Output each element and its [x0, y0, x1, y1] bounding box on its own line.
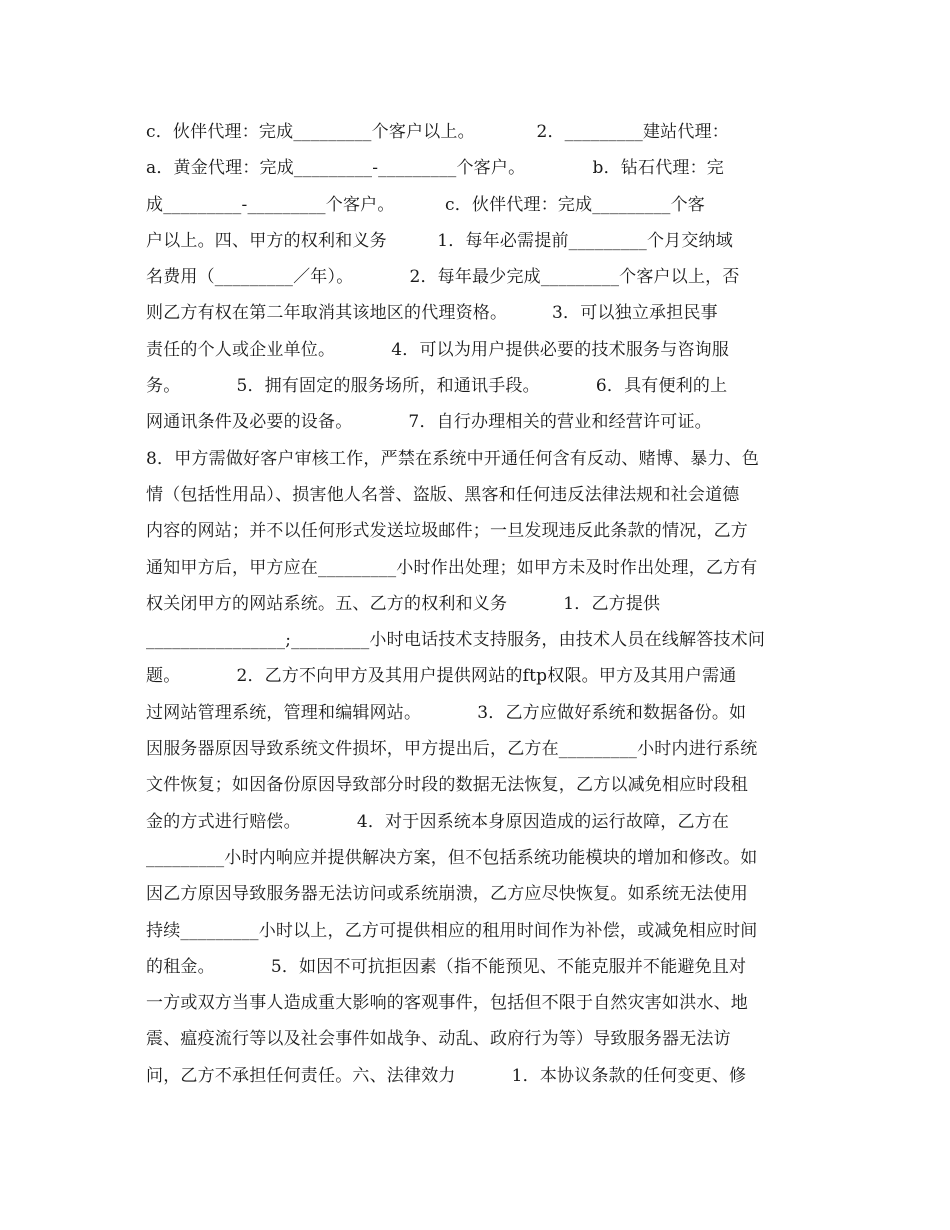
- text-line: 名费用（_________／年）。 2．每年最少完成_________个客户以上，否: [146, 267, 740, 288]
- text-line: a．黄金代理：完成_________-_________个客户。 b．钻石代理：完: [146, 158, 725, 179]
- contract-text-body: [146, 114, 816, 1094]
- text-line: 震、瘟疫流行等以及社会事件如战争、动乱、政府行为等）导致服务器无法访: [146, 1029, 731, 1050]
- text-line: 题。 2．乙方不向甲方及其用户提供网站的ftp权限。甲方及其用户需通: [146, 666, 737, 687]
- text-line: 问，乙方不承担任何责任。六、法律效力 1．本协议条款的任何变更、修: [146, 1065, 747, 1086]
- text-line: ________________;_________小时电话技术支持服务，由技术人员在线解答技术问: [146, 630, 766, 651]
- text-line: 情（包括性用品）、损害他人名誉、盗版、黑客和任何违反法律法规和社会道德: [146, 484, 740, 505]
- text-line: 权关闭甲方的网站系统。五、乙方的权利和义务 1．乙方提供: [146, 593, 661, 614]
- text-line: 因服务器原因导致系统文件损坏，甲方提出后，乙方在_________小时内进行系统: [146, 739, 758, 760]
- text-line: 文件恢复；如因备份原因导致部分时段的数据无法恢复，乙方以减免相应时段租: [146, 775, 748, 796]
- text-line: 一方或双方当事人造成重大影响的客观事件，包括但不限于自然灾害如洪水、地: [146, 993, 748, 1014]
- text-line: 成_________-_________个客户。 c．伙伴代理：完成_________个客: [146, 194, 705, 215]
- text-line: c．伙伴代理：完成_________个客户以上。 2．_________建站代理：: [146, 122, 729, 142]
- text-line: 过网站管理系统，管理和编辑网站。 3．乙方应做好系统和数据备份。如: [146, 702, 747, 723]
- text-line: 因乙方原因导致服务器无法访问或系统崩溃，乙方应尽快恢复。如系统无法使用: [146, 884, 748, 905]
- text-line: 8．甲方需做好客户审核工作，严禁在系统中开通任何含有反动、赌博、暴力、色: [146, 448, 760, 469]
- text-line: 则乙方有权在第二年取消其该地区的代理资格。 3．可以独立承担民事: [146, 303, 718, 324]
- text-line: 户以上。四、甲方的权利和义务 1．每年必需提前_________个月交纳域: [146, 230, 733, 251]
- text-line: 网通讯条件及必要的设备。 7．自行办理相关的营业和经营许可证。: [146, 412, 712, 433]
- text-line: 内容的网站；并不以任何形式发送垃圾邮件；一旦发现违反此条款的情况，乙方: [146, 521, 748, 542]
- text-line: 务。 5．拥有固定的服务场所，和通讯手段。 6．具有便利的上: [146, 376, 728, 397]
- text-line: 持续_________小时以上，乙方可提供相应的租用时间作为补偿，或减免相应时间: [146, 920, 758, 941]
- text-line: 责任的个人或企业单位。 4．可以为用户提供必要的技术服务与咨询服: [146, 339, 730, 360]
- text-line: 的租金。 5．如因不可抗拒因素（指不能预见、不能克服并不能避免且对: [146, 956, 747, 977]
- text-line: _________小时内响应并提供解决方案，但不包括系统功能模块的增加和修改。如: [146, 847, 758, 868]
- text-line: 金的方式进行赔偿。 4．对于因系统本身原因造成的运行故障，乙方在: [146, 811, 730, 832]
- text-line: 通知甲方后，甲方应在_________小时作出处理；如甲方未及时作出处理，乙方有: [146, 557, 758, 578]
